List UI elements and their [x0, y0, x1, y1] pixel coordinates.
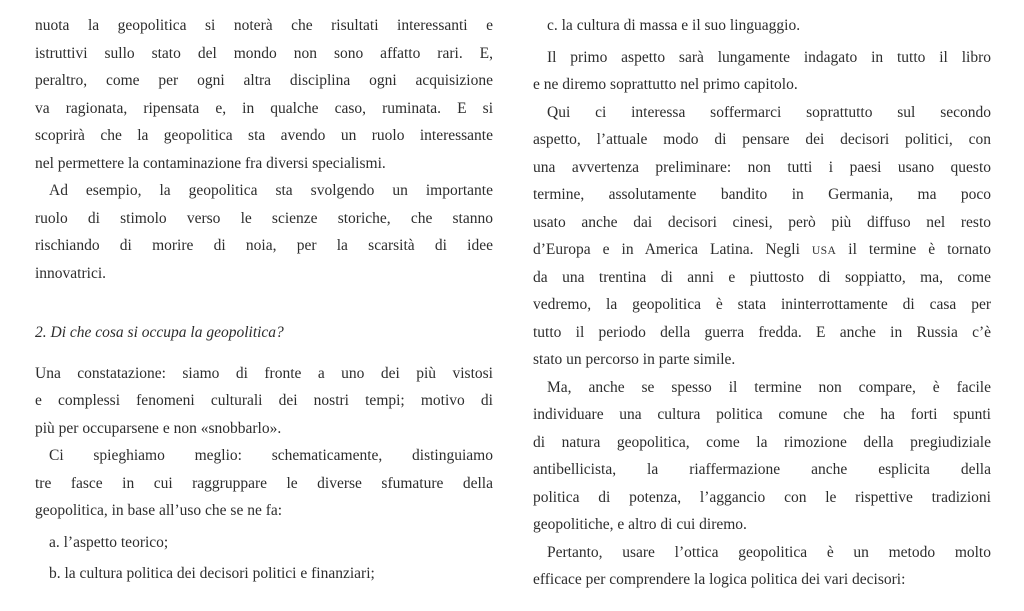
paragraph — [533, 99, 991, 374]
right-column — [533, 12, 991, 611]
paragraph — [533, 539, 991, 594]
text-line: Una constatazione: siamo di fronte a uno dei più vistosi — [35, 364, 493, 382]
paragraph — [35, 360, 493, 443]
section-heading: 2. Di che cosa si occupa la geopolitica? — [35, 324, 284, 341]
text-line: ruolo di stimolo verso le scienze storiche, che stanno — [35, 209, 493, 227]
text-line: di natura geopolitica, come la rimozione della pregiudiziale — [533, 433, 991, 451]
text-segment: d’Europa e in America Latina. Negli — [533, 241, 812, 258]
text-line: Qui ci interessa soffermarci soprattutto sul secondo — [547, 103, 991, 121]
text-line: una avvertenza preliminare: non tutti i paesi usano questo — [533, 158, 991, 176]
list-item-c: c. la cultura di massa e il suo linguaggio. — [547, 17, 801, 34]
text-line: vedremo, la geopolitica è stata ininterrottamente di casa per — [533, 296, 991, 313]
paragraph — [35, 12, 493, 177]
text-line: tutto il periodo della guerra fredda. E anche in Russia c’è — [533, 323, 991, 341]
text-line: usato anche dai decisori cinesi, però più diffuso nel resto — [533, 213, 991, 231]
list-item-b: b. la cultura politica dei decisori politici e finanziari; — [49, 565, 375, 582]
usa-small-caps: USA — [811, 244, 837, 257]
text-line: geopolitiche, e altro di cui diremo. — [533, 516, 747, 533]
text-line: efficace per comprendere la logica politica dei vari decisori: — [533, 571, 906, 588]
text-line: stato un percorso in parte simile. — [533, 351, 736, 368]
paragraph — [533, 44, 991, 99]
text-line: Ci spieghiamo meglio: schematicamente, distinguiamo — [49, 447, 493, 464]
text-line: da una trentina di anni e piuttosto di soppiatto, ma, come — [533, 268, 991, 286]
paragraph — [533, 374, 991, 539]
text-line: e complessi fenomeni culturali dei nostri tempi; motivo di — [35, 392, 493, 409]
text-line: Pertanto, usare l’ottica geopolitica è un metodo molto — [547, 543, 991, 561]
text-line: nel permettere la contaminazione fra diversi specialismi. — [35, 154, 386, 172]
text-line: Il primo aspetto sarà lungamente indagato in tutto il libro — [547, 48, 991, 66]
text-line: va ragionata, ripensata e, in qualche caso, ruminata. E si — [35, 99, 493, 117]
text-line-usa — [533, 236, 991, 264]
text-segment: il termine è tornato — [836, 241, 991, 258]
text-line: Ad esempio, la geopolitica sta svolgendo un importante — [49, 182, 493, 199]
text-line: termine, assolutamente bandito in Germania, ma poco — [533, 186, 991, 203]
text-line: rischiando di morire di noia, per la scarsità di idee — [35, 237, 493, 254]
text-line: politica di potenza, l’aggancio con le rispettive tradizioni — [533, 488, 991, 506]
text-line: Ma, anche se spesso il termine non compare, è facile — [547, 378, 991, 396]
paragraph — [35, 442, 493, 525]
text-line: aspetto, l’attuale modo di pensare dei decisori politici, con — [533, 131, 991, 148]
text-line: scoprirà che la geopolitica sta avendo un ruolo interessante — [35, 127, 493, 144]
text-line: peraltro, come per ogni altra disciplina ogni acquisizione — [35, 72, 493, 89]
list-item-a: a. l’aspetto teorico; — [49, 533, 169, 551]
text-line: innovatrici. — [35, 264, 107, 282]
left-column — [35, 12, 493, 611]
text-line: e ne diremo soprattutto nel primo capitolo. — [533, 76, 798, 93]
text-line: individuare una cultura politica comune che ha forti spunti — [533, 406, 991, 423]
text-line: antibellicista, la riaffermazione anche esplicita della — [533, 461, 991, 478]
text-line: più per occuparsene e non «snobbarlo». — [35, 419, 282, 437]
text-line: tre fasce in cui raggruppare le diverse sfumature della — [35, 474, 493, 492]
text-line: istruttivi sullo stato del mondo non sono affatto rari. E, — [35, 44, 493, 62]
text-line: nuota la geopolitica si noterà che risultati interessanti e — [35, 17, 493, 34]
text-line: geopolitica, in base all’uso che se ne fa: — [35, 502, 283, 519]
paragraph — [35, 177, 493, 287]
